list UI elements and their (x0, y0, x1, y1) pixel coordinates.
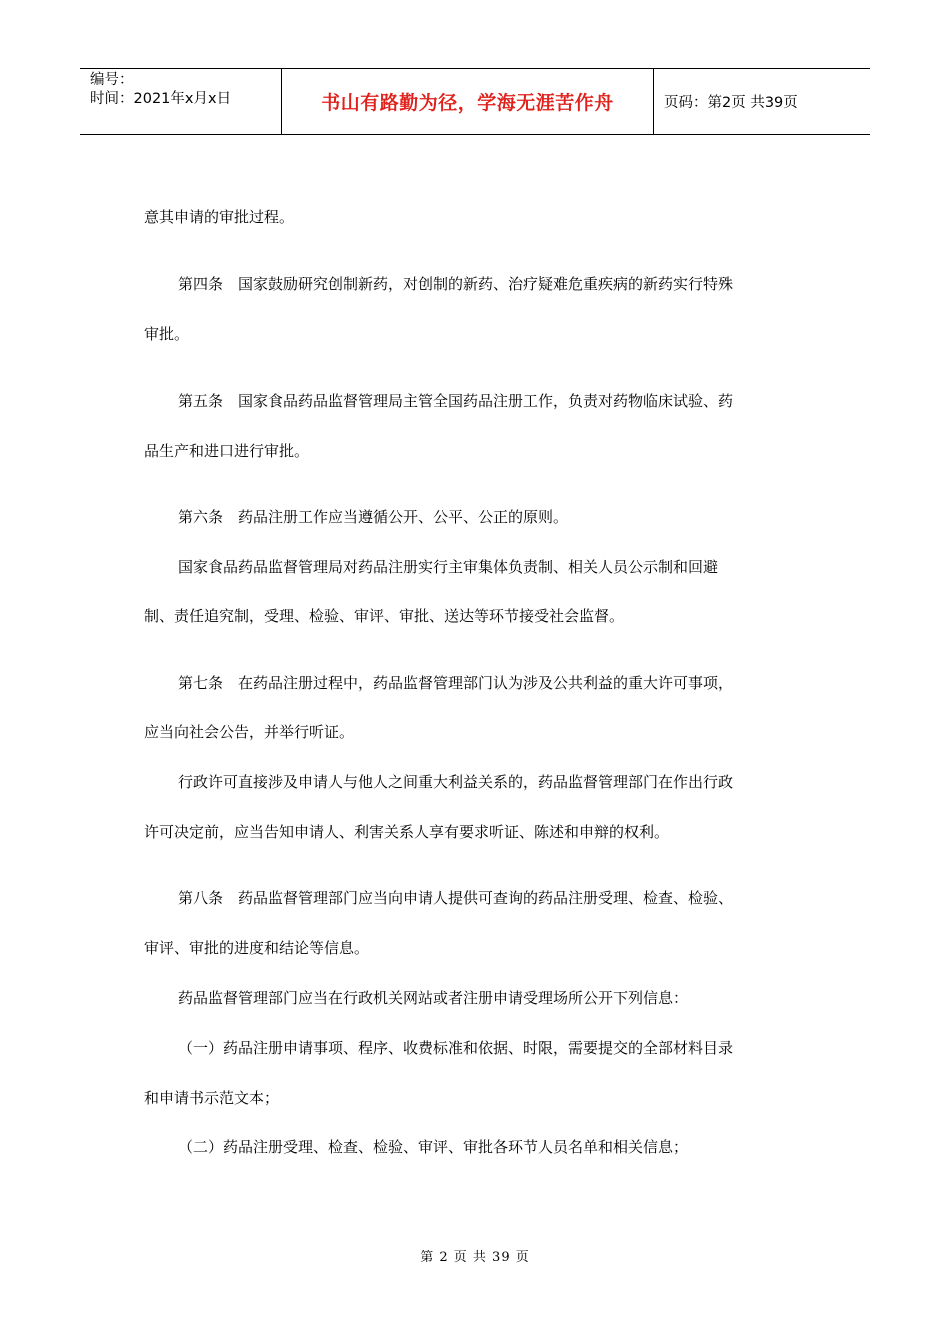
body-line: 国家食品药品监督管理局对药品注册实行主审集体负责制、相关人员公示制和回避 (178, 558, 719, 576)
body-line: 制、责任追究制，受理、检验、审评、审批、送达等环节接受社会监督。 (144, 607, 625, 625)
body-line: 第四条 国家鼓励研究创制新药，对创制的新药、治疗疑难危重疾病的新药实行特殊 (178, 275, 734, 293)
body-line: 应当向社会公告，并举行听证。 (144, 723, 355, 741)
body-line: 品生产和进口进行审批。 (144, 442, 310, 460)
body-line: 第六条 药品注册工作应当遵循公开、公平、公正的原则。 (178, 508, 569, 526)
header-meta (80, 69, 282, 134)
body-line: 第八条 药品监督管理部门应当向申请人提供可查询的药品注册受理、检查、检验、 (178, 889, 734, 907)
body-line: 行政许可直接涉及申请人与他人之间重大利益关系的，药品监督管理部门在作出行政 (178, 773, 734, 791)
document-time: 时间：2021年x月x日 (90, 91, 232, 107)
body-line: 审评、审批的进度和结论等信息。 (144, 939, 370, 957)
body-line: 审批。 (144, 325, 190, 343)
page-header (80, 68, 870, 135)
body-line: 药品监督管理部门应当在行政机关网站或者注册申请受理场所公开下列信息： (178, 989, 689, 1007)
body-line: 第五条 国家食品药品监督管理局主管全国药品注册工作，负责对药物临床试验、药 (178, 392, 734, 410)
body-line: 许可决定前，应当告知申请人、利害关系人享有要求听证、陈述和申辩的权利。 (144, 823, 670, 841)
header-motto: 书山有路勤为径，学海无涯苦作舟 (282, 69, 654, 134)
page-footer: 第 2 页 共 39 页 (420, 1250, 530, 1265)
body-line: （一）药品注册申请事项、程序、收费标准和依据、时限，需要提交的全部材料目录 (178, 1039, 734, 1057)
body-line: （二）药品注册受理、检查、检验、审评、审批各环节人员名单和相关信息； (178, 1138, 689, 1156)
header-page-info: 页码：第2页 共39页 (664, 95, 798, 111)
body-line: 第七条 在药品注册过程中，药品监督管理部门认为涉及公共利益的重大许可事项， (178, 674, 734, 692)
body-line: 和申请书示范文本； (144, 1089, 280, 1107)
body-line: 意其申请的审批过程。 (144, 208, 295, 226)
document-code-label: 编号： (90, 72, 134, 88)
